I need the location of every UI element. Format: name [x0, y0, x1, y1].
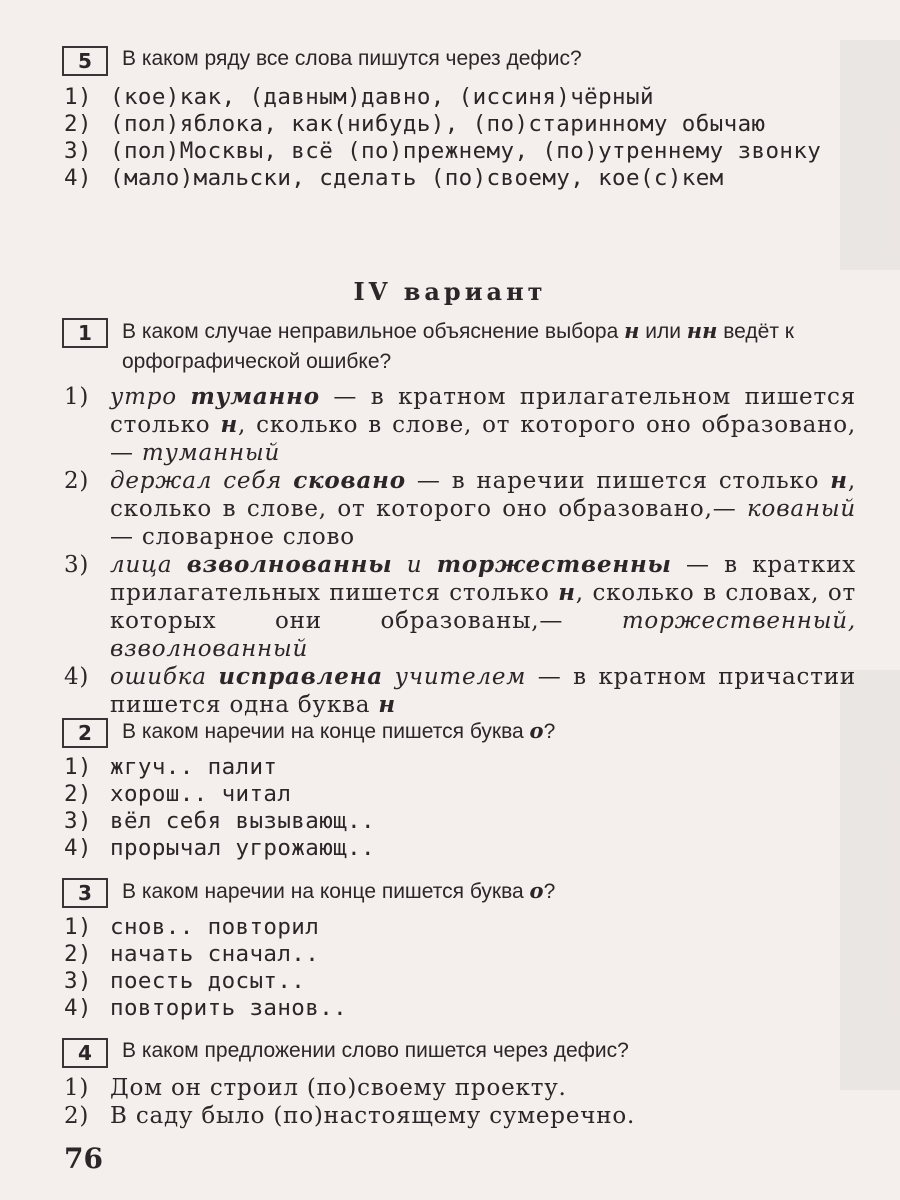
- answer-option: 3) (пол)Москвы, всё (по)прежнему, (по)утреннему звонку: [64, 138, 822, 164]
- answer-option: 4) (мало)мальски, сделать (по)своему, кое(с)кем: [64, 165, 724, 191]
- variant-title: IV вариант: [353, 277, 547, 306]
- answer-option: 2) начать сначал..: [64, 941, 320, 967]
- answer-option: 1) Дом он строил (по)своему проекту.: [64, 1075, 567, 1101]
- answer-option: 3) вёл себя вызывающ..: [64, 808, 375, 834]
- answer-option: 2) держал себя сковано — в наречии пишется столько н, сколько в слове, от которого оно образовано,— кованый — словарное слово: [64, 467, 856, 550]
- task-number-box: 5: [62, 46, 108, 76]
- task-5: [0, 44, 900, 192]
- answer-option: 4) прорычал угрожающ..: [64, 835, 375, 861]
- task-number-box: 3: [62, 878, 108, 908]
- task-question: В каком ряду все слова пишутся через дефис?: [122, 47, 582, 70]
- task-2: [0, 716, 900, 862]
- answer-option: 4) ошибка исправлена учителем — в кратном причастии пишется одна буква н: [64, 663, 856, 718]
- answer-option: 3) лица взволнованны и торжественны — в кратких прилагательных пишется столько н, сколько в словах, от которых они образованы,— торжественный, взволнованный: [64, 551, 857, 662]
- task-3: [0, 876, 900, 1022]
- task-4: [0, 1036, 900, 1130]
- task-question: В каком наречии на конце пишется буква о?: [122, 718, 556, 743]
- task-question: В каком наречии на конце пишется буква о?: [122, 878, 556, 903]
- task-number-box: 2: [62, 718, 108, 748]
- task-number-box: 1: [62, 318, 108, 348]
- task-1: [0, 316, 900, 719]
- answer-option: 1) жгуч.. палит: [64, 754, 278, 780]
- answer-option: 1) утро туманно — в кратном прилагательном пишется столько н, сколько в слове, от которого оно образовано,— туманный: [64, 383, 856, 466]
- task-number-box: 4: [62, 1038, 108, 1068]
- answer-option: 2) (пол)яблока, как(нибудь), (по)старинному обычаю: [64, 111, 766, 137]
- task-question: В каком предложении слово пишется через дефис?: [122, 1039, 629, 1062]
- answer-option: 2) хорош.. читал: [64, 781, 292, 807]
- answer-option: 1) снов.. повторил: [64, 914, 320, 940]
- answer-option: 2) В саду было (по)настоящему сумеречно.: [64, 1103, 636, 1129]
- task-question: В каком случае неправильное объяснение выбора н или нн ведёт к орфографической ошибке?: [122, 318, 794, 373]
- answer-option: 3) поесть досыт..: [64, 968, 306, 994]
- page-number: 76: [64, 1142, 103, 1175]
- answer-option: 1) (кое)как, (давным)давно, (иссиня)чёрный: [64, 84, 654, 110]
- answer-option: 4) повторить занов..: [64, 995, 348, 1021]
